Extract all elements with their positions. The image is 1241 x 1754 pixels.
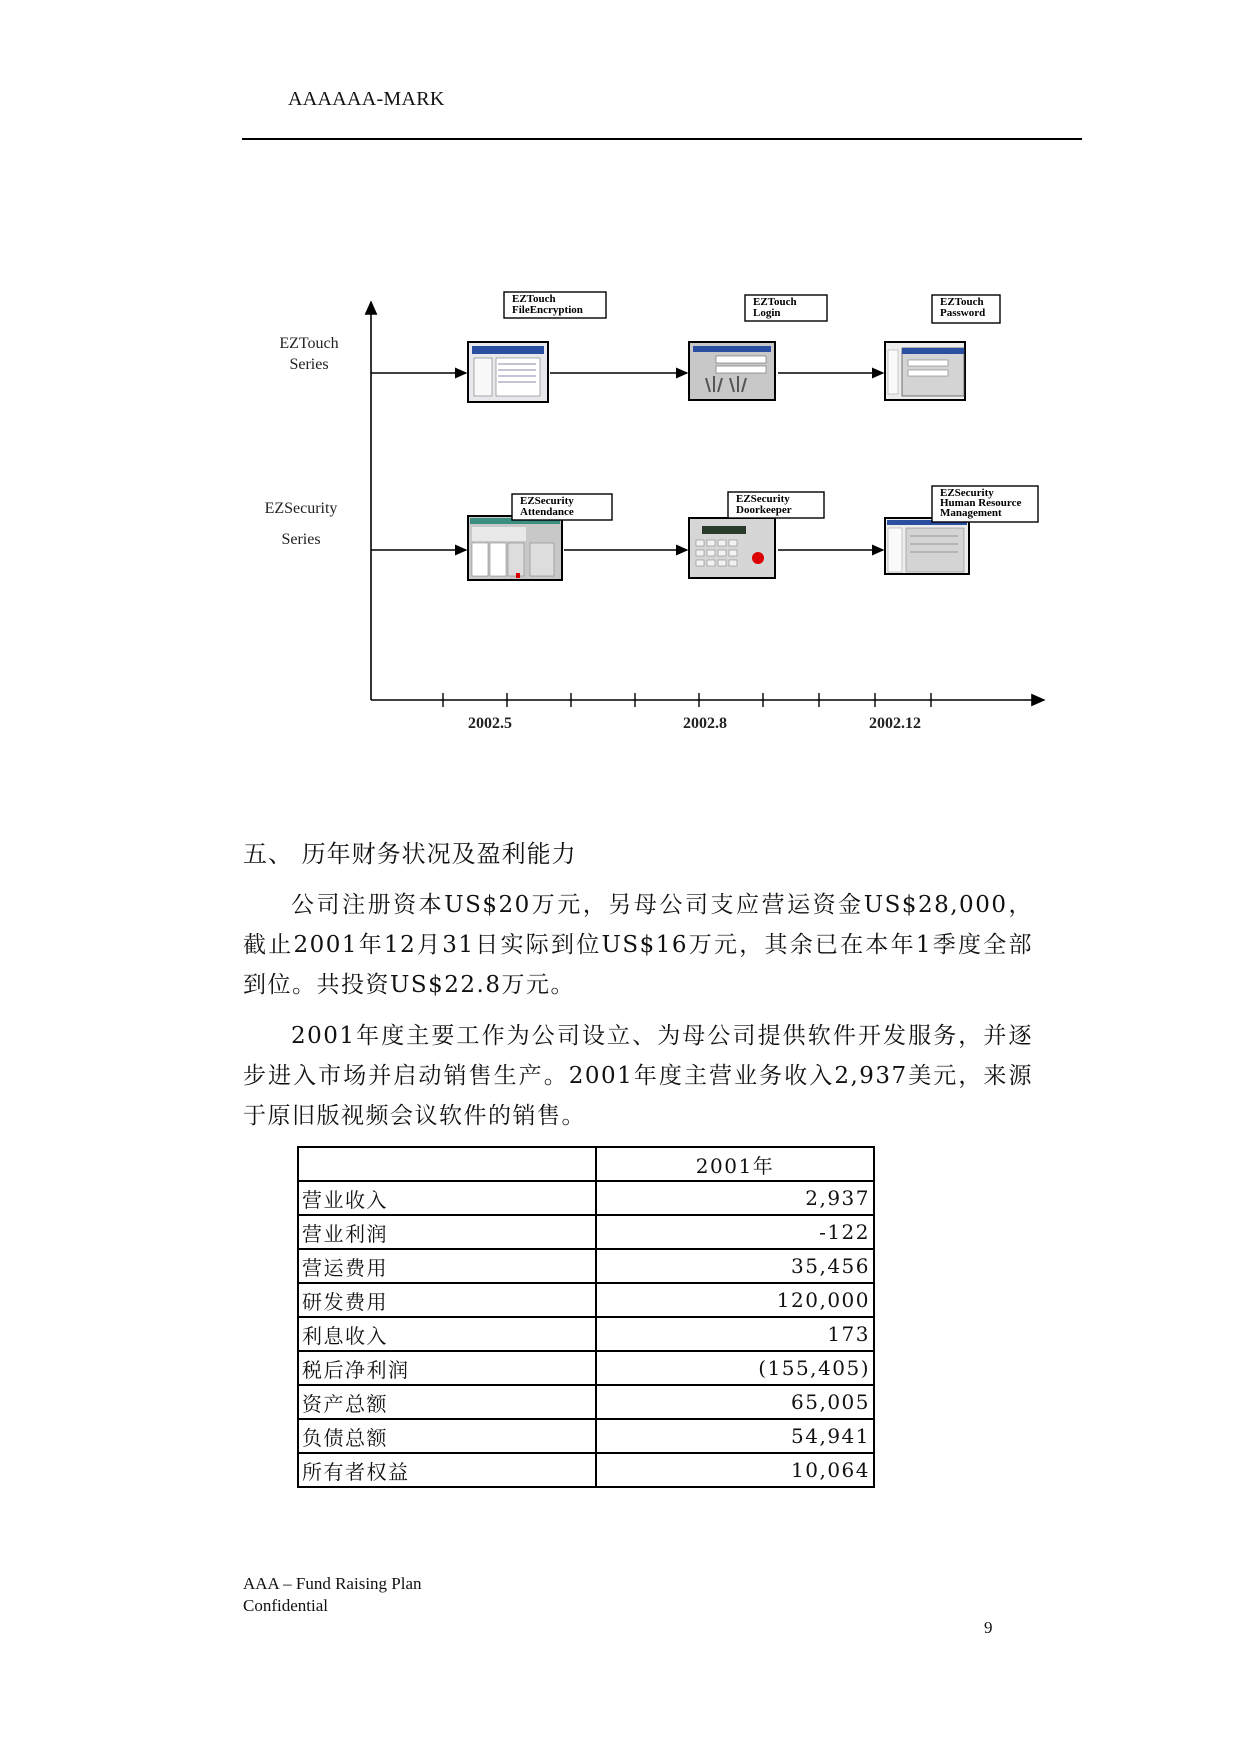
table-header-cell [298,1147,596,1181]
row-label: 所有者权益 [298,1453,596,1487]
callout-eztouch-fileencryption [504,292,606,318]
page-number: 9 [984,1618,993,1637]
table-row [298,1351,874,1385]
page-header-title: AAAAAA-MARK [288,88,445,110]
callout-line: EZSecurity [520,495,574,507]
ezsecurity-hr-management-thumbnail [885,518,969,574]
series-label-eztouch-line2: Series [289,356,329,373]
header-rule [242,138,1082,140]
table-row [298,1181,874,1215]
row-label: 研发费用 [298,1283,596,1317]
table-row [298,1385,874,1419]
row-label: 营运费用 [298,1249,596,1283]
row-value: -122 [596,1215,874,1249]
row-label: 资产总额 [298,1385,596,1419]
ezsecurity-attendance-thumbnail [468,516,562,580]
row-value: 54,941 [596,1419,874,1453]
table-header-row [298,1147,874,1181]
callout-line: Human Resource [940,497,1022,509]
x-tick-label-2002-5: 2002.5 [468,715,512,732]
callout-line: Password [940,307,986,319]
series-label-eztouch-line1: EZTouch [279,335,339,352]
row-label: 利息收入 [298,1317,596,1351]
row-value: 10,064 [596,1453,874,1487]
row-label: 税后净利润 [298,1351,596,1385]
callout-line: Login [753,307,781,319]
callout-eztouch-password [932,295,1000,323]
callout-line: EZSecurity [736,493,790,505]
x-tick-label-2002-8: 2002.8 [683,715,727,732]
table-row [298,1317,874,1351]
footer-confidential: Confidential [243,1596,328,1615]
row-value: 120,000 [596,1283,874,1317]
row-value: 173 [596,1317,874,1351]
callout-line: EZSecurity [940,487,994,499]
callout-line: EZTouch [940,296,984,308]
callout-line: Management [940,507,1002,519]
eztouch-login-thumbnail [689,342,775,400]
eztouch-password-thumbnail [885,342,965,400]
row-value: 35,456 [596,1249,874,1283]
row-label: 营业利润 [298,1215,596,1249]
financial-summary-table [297,1146,875,1488]
product-timeline-diagram [240,290,1060,750]
table-header-cell: 2001年 [596,1147,874,1181]
callout-ezsecurity-attendance [512,494,612,520]
section-title: 五、 历年财务状况及盈利能力 [243,840,577,868]
row-label: 负债总额 [298,1419,596,1453]
paragraph-2001-operations: 2001年度主要工作为公司设立、为母公司提供软件开发服务，并逐步进入市场并启动销售生产。2001年度主营业务收入2,937美元，来源于原旧版视频会议软件的销售。 [243,1023,1033,1129]
callout-line: EZTouch [512,293,556,305]
row-value: 65,005 [596,1385,874,1419]
series-label-ezsecurity-line2: Series [281,531,321,548]
callout-line: EZTouch [753,296,797,308]
table-row [298,1249,874,1283]
table-row [298,1283,874,1317]
ezsecurity-doorkeeper-thumbnail [689,518,775,578]
table-row [298,1453,874,1487]
series-label-ezsecurity-line1: EZSecurity [264,500,338,517]
callout-line: Doorkeeper [736,504,792,516]
eztouch-fileencryption-thumbnail [468,342,548,402]
callout-ezsecurity-doorkeeper [728,492,824,518]
row-label: 营业收入 [298,1181,596,1215]
row-value: 2,937 [596,1181,874,1215]
table-row [298,1419,874,1453]
callout-ezsecurity-hr-management [932,486,1038,522]
footer-document-name: AAA – Fund Raising Plan [243,1574,422,1593]
row-value: (155,405) [596,1351,874,1385]
callout-eztouch-login [745,295,827,321]
x-tick-label-2002-12: 2002.12 [869,715,921,732]
callout-line: Attendance [520,506,574,518]
table-row [298,1215,874,1249]
callout-line: FileEncryption [512,304,583,316]
paragraph-capital: 公司注册资本US$20万元，另母公司支应营运资金US$28,000，截止2001年12月31日实际到位US$16万元，其余已在本年1季度全部到位。共投资US$22.8万元。 [243,892,1033,998]
